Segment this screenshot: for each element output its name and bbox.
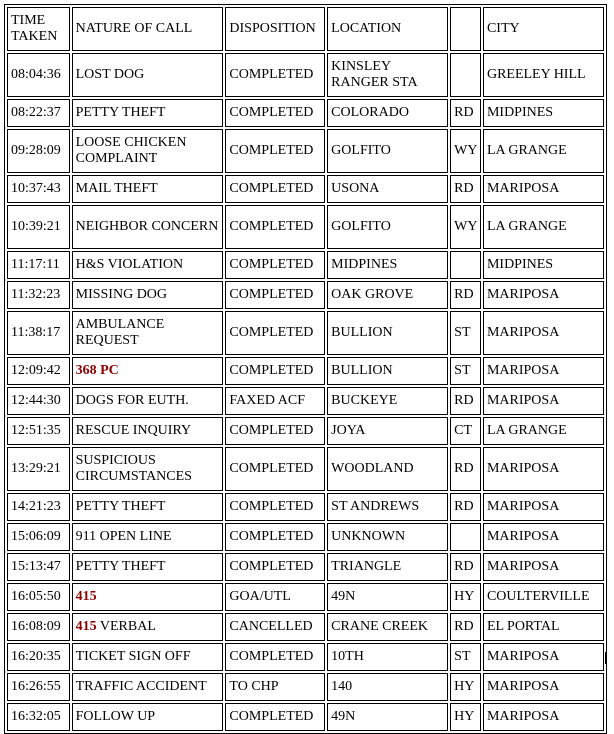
cell-disposition: COMPLETED: [225, 643, 325, 671]
cell-suffix: RD: [450, 387, 481, 415]
cell-time-taken: 16:26:55: [7, 673, 70, 701]
cell-nature-of-call: RESCUE INQUIRY: [72, 417, 224, 445]
cell-location: 49N: [327, 583, 448, 611]
nature-code: 415: [75, 619, 97, 634]
cell-suffix: RD: [450, 447, 481, 491]
cell-nature-of-call: MAIL THEFT: [72, 175, 224, 203]
cell-time-taken: 12:51:35: [7, 417, 70, 445]
cell-suffix: RD: [450, 493, 481, 521]
table-row: [7, 523, 604, 551]
cell-disposition: COMPLETED: [225, 175, 325, 203]
cell-disposition: COMPLETED: [225, 703, 325, 731]
cell-location: ST ANDREWS: [327, 493, 448, 521]
cell-disposition: COMPLETED: [225, 53, 325, 97]
cell-time-taken: 11:17:11: [7, 251, 70, 279]
nature-code: 415: [75, 589, 97, 604]
cell-city: MARIPOSA: [483, 387, 604, 415]
cell-disposition: GOA/UTL: [225, 583, 325, 611]
cell-suffix: ST: [450, 643, 481, 671]
cell-location: 140: [327, 673, 448, 701]
cell-nature-of-call: LOOSE CHICKEN COMPLAINT: [72, 129, 224, 173]
cell-nature-of-call: DOGS FOR EUTH.: [72, 387, 224, 415]
cell-disposition: COMPLETED: [225, 357, 325, 385]
cell-nature-of-call: 911 OPEN LINE: [72, 523, 224, 551]
cell-disposition: FAXED ACF: [225, 387, 325, 415]
cell-time-taken: 12:44:30: [7, 387, 70, 415]
cell-location: TRIANGLE: [327, 553, 448, 581]
cell-nature-of-call: H&S VIOLATION: [72, 251, 224, 279]
cell-disposition: COMPLETED: [225, 311, 325, 355]
cell-location: BULLION: [327, 357, 448, 385]
cell-city: MARIPOSA: [483, 673, 604, 701]
table-row: [7, 673, 604, 701]
header-suffix: [450, 7, 481, 51]
cell-city: MARIPOSA: [483, 553, 604, 581]
header-disposition: DISPOSITION: [225, 7, 325, 51]
cell-disposition: CANCELLED: [225, 613, 325, 641]
cell-location: BULLION: [327, 311, 448, 355]
cell-suffix: ST: [450, 311, 481, 355]
cell-nature-of-call: LOST DOG: [72, 53, 224, 97]
cell-suffix: RD: [450, 613, 481, 641]
cell-time-taken: 10:37:43: [7, 175, 70, 203]
cell-disposition: COMPLETED: [225, 129, 325, 173]
cell-time-taken: 16:05:50: [7, 583, 70, 611]
cell-time-taken: 08:22:37: [7, 99, 70, 127]
cell-time-taken: 12:09:42: [7, 357, 70, 385]
table-row: [7, 205, 604, 249]
cell-time-taken: 11:32:23: [7, 281, 70, 309]
cell-nature-of-call: [72, 583, 224, 611]
cell-city: LA GRANGE: [483, 205, 604, 249]
nature-rest: VERBAL: [96, 619, 156, 634]
table-row: [7, 281, 604, 309]
cell-suffix: [450, 523, 481, 551]
cell-disposition: COMPLETED: [225, 205, 325, 249]
call-log-table: [4, 4, 607, 734]
table-row: [7, 583, 604, 611]
cell-time-taken: 11:38:17: [7, 311, 70, 355]
cell-nature-of-call: AMBULANCE REQUEST: [72, 311, 224, 355]
cell-time-taken: 15:13:47: [7, 553, 70, 581]
cell-time-taken: 14:21:23: [7, 493, 70, 521]
cell-city: MARIPOSA: [483, 703, 604, 731]
cell-city: MARIPOSA: [483, 311, 604, 355]
cell-location: MIDPINES: [327, 251, 448, 279]
edge-mark: [605, 652, 606, 664]
table-row: [7, 311, 604, 355]
cell-time-taken: 10:39:21: [7, 205, 70, 249]
cell-location: 49N: [327, 703, 448, 731]
table-row: [7, 251, 604, 279]
cell-nature-of-call: PETTY THEFT: [72, 553, 224, 581]
cell-city: MARIPOSA: [483, 175, 604, 203]
cell-location: KINSLEY RANGER STA: [327, 53, 448, 97]
cell-location: BUCKEYE: [327, 387, 448, 415]
cell-city: LA GRANGE: [483, 129, 604, 173]
cell-nature-of-call: TICKET SIGN OFF: [72, 643, 224, 671]
table-row: [7, 613, 604, 641]
cell-disposition: COMPLETED: [225, 417, 325, 445]
cell-suffix: HY: [450, 703, 481, 731]
cell-suffix: HY: [450, 583, 481, 611]
cell-city: MIDPINES: [483, 99, 604, 127]
header-nature-of-call: NATURE OF CALL: [72, 7, 224, 51]
cell-location: GOLFITO: [327, 205, 448, 249]
cell-disposition: COMPLETED: [225, 251, 325, 279]
header-city: CITY: [483, 7, 604, 51]
table-row: [7, 703, 604, 731]
cell-time-taken: 16:20:35: [7, 643, 70, 671]
cell-suffix: [450, 53, 481, 97]
cell-time-taken: 15:06:09: [7, 523, 70, 551]
cell-disposition: COMPLETED: [225, 523, 325, 551]
cell-disposition: COMPLETED: [225, 281, 325, 309]
table-row: [7, 387, 604, 415]
cell-city: MARIPOSA: [483, 493, 604, 521]
cell-suffix: WY: [450, 129, 481, 173]
cell-nature-of-call: PETTY THEFT: [72, 493, 224, 521]
cell-location: COLORADO: [327, 99, 448, 127]
cell-nature-of-call: SUSPICIOUS CIRCUMSTANCES: [72, 447, 224, 491]
cell-time-taken: 08:04:36: [7, 53, 70, 97]
cell-city: COULTERVILLE: [483, 583, 604, 611]
header-time-taken: TIME TAKEN: [7, 7, 70, 51]
cell-suffix: CT: [450, 417, 481, 445]
cell-suffix: RD: [450, 281, 481, 309]
cell-city: MARIPOSA: [483, 523, 604, 551]
cell-time-taken: 13:29:21: [7, 447, 70, 491]
cell-nature-of-call: [72, 613, 224, 641]
header-location: LOCATION: [327, 7, 448, 51]
cell-suffix: HY: [450, 673, 481, 701]
table-row: [7, 553, 604, 581]
cell-nature-of-call: TRAFFIC ACCIDENT: [72, 673, 224, 701]
cell-city: MARIPOSA: [483, 281, 604, 309]
cell-suffix: WY: [450, 205, 481, 249]
table-row: [7, 53, 604, 97]
table-row: [7, 357, 604, 385]
table-row: [7, 493, 604, 521]
table-row: [7, 129, 604, 173]
cell-suffix: RD: [450, 553, 481, 581]
cell-city: MARIPOSA: [483, 357, 604, 385]
table-row: [7, 643, 604, 671]
cell-city: LA GRANGE: [483, 417, 604, 445]
cell-disposition: COMPLETED: [225, 553, 325, 581]
cell-location: WOODLAND: [327, 447, 448, 491]
cell-city: MARIPOSA: [483, 643, 604, 671]
cell-disposition: COMPLETED: [225, 493, 325, 521]
cell-city: MIDPINES: [483, 251, 604, 279]
cell-location: CRANE CREEK: [327, 613, 448, 641]
cell-nature-of-call: PETTY THEFT: [72, 99, 224, 127]
cell-disposition: TO CHP: [225, 673, 325, 701]
cell-location: JOYA: [327, 417, 448, 445]
cell-nature-of-call: [72, 357, 224, 385]
cell-location: 10TH: [327, 643, 448, 671]
cell-suffix: [450, 251, 481, 279]
cell-disposition: COMPLETED: [225, 99, 325, 127]
cell-city: MARIPOSA: [483, 447, 604, 491]
cell-city: EL PORTAL: [483, 613, 604, 641]
cell-suffix: ST: [450, 357, 481, 385]
cell-time-taken: 16:08:09: [7, 613, 70, 641]
cell-time-taken: 16:32:05: [7, 703, 70, 731]
cell-disposition: COMPLETED: [225, 447, 325, 491]
cell-location: GOLFITO: [327, 129, 448, 173]
cell-time-taken: 09:28:09: [7, 129, 70, 173]
table-row: [7, 175, 604, 203]
cell-suffix: RD: [450, 175, 481, 203]
cell-city: GREELEY HILL: [483, 53, 604, 97]
cell-suffix: RD: [450, 99, 481, 127]
table-row: [7, 447, 604, 491]
header-row: [7, 7, 604, 51]
cell-location: UNKNOWN: [327, 523, 448, 551]
table-row: [7, 417, 604, 445]
cell-nature-of-call: FOLLOW UP: [72, 703, 224, 731]
cell-location: OAK GROVE: [327, 281, 448, 309]
cell-nature-of-call: MISSING DOG: [72, 281, 224, 309]
cell-nature-of-call: NEIGHBOR CONCERN: [72, 205, 224, 249]
nature-code: 368 PC: [75, 363, 119, 378]
cell-location: USONA: [327, 175, 448, 203]
table-row: [7, 99, 604, 127]
